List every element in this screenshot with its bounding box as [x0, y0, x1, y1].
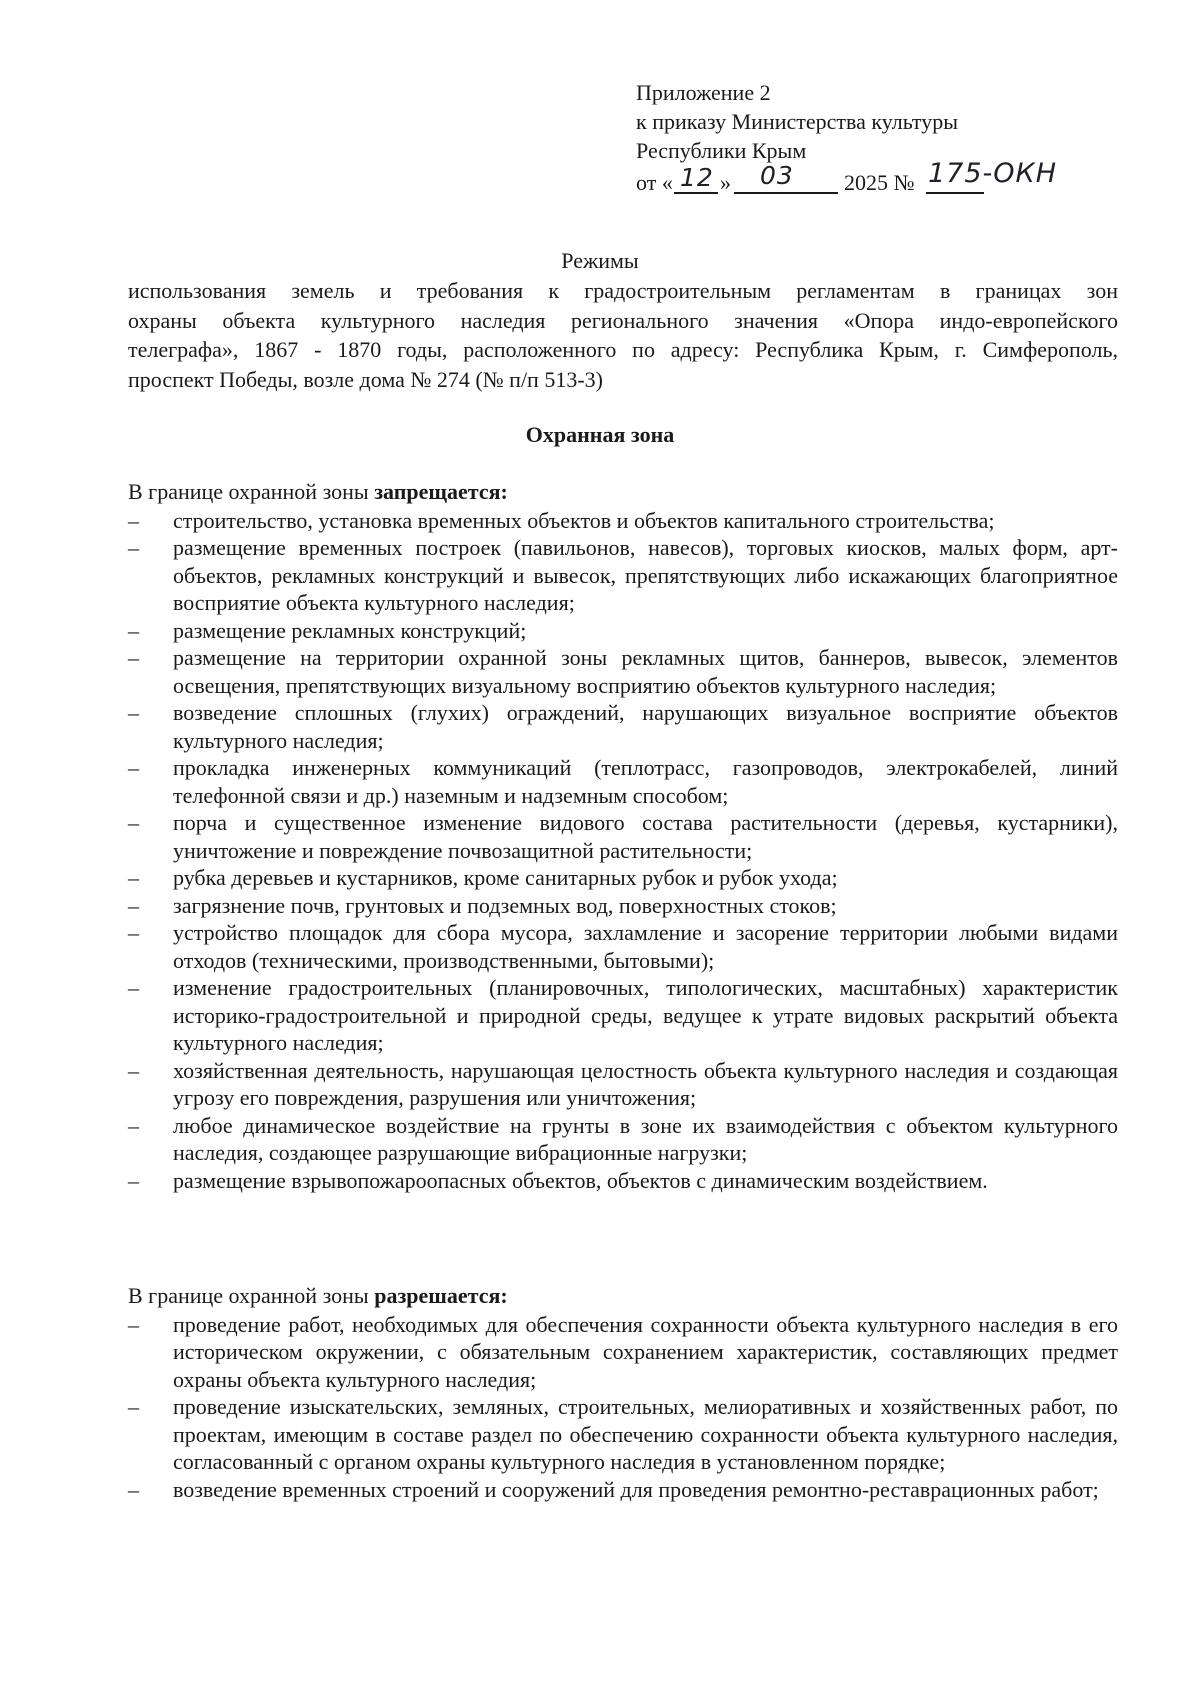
date-prefix: от «: [636, 170, 673, 195]
list-item-text: – любое динамическое воздействие на грунты в зоне их взаимодействия с объектом культурного наследия, создающее разрушающие вибрационные нагрузки;: [173, 1112, 1118, 1165]
list-item-text: – изменение градостроительных (планировочных, типологических, масштабных) характеристик историко-градостроительной и природной среды, ведущее к утрате видовых раскрытий объекта культурного наследия;: [173, 975, 1118, 1055]
prohibited-lead: [128, 478, 1118, 506]
list-item: [128, 919, 1118, 974]
list-item-text: – рубка деревьев и кустарников, кроме санитарных рубок и рубок ухода;: [173, 865, 838, 890]
order-date-line: [636, 158, 1156, 199]
list-item-text: – размещение рекламных конструкций;: [173, 617, 527, 643]
list-item: [128, 1393, 1118, 1476]
list-item-text: – строительство, установка временных объектов и объектов капитального строительства;: [173, 507, 995, 533]
document-subtitle: [128, 276, 1118, 394]
document-title: Режимы: [561, 248, 639, 273]
list-item: [128, 507, 1118, 535]
allowed-lead: [128, 1282, 1118, 1310]
prohibited-section: [128, 478, 1118, 1194]
list-item-text: – загрязнение почв, грунтовых и подземных вод, поверхностных стоков;: [173, 892, 837, 918]
list-item-text: – возведение сплошных (глухих) ограждений, нарушающих визуальное восприятие объектов культурного наследия;: [173, 700, 1118, 753]
list-item: [128, 1311, 1118, 1394]
allowed-section: [128, 1282, 1118, 1503]
list-item-text: – проведение изыскательских, земляных, строительных, мелиоративных и хозяйственных работ, по проектам, имеющим в составе раздел по обеспечению сохранности объекта культурного наследия, согласованный с органом охраны культурного наследия в установленном порядке;: [173, 1394, 1118, 1474]
section-title: Охранная зона: [525, 422, 675, 447]
list-item-text: – размещение на территории охранной зоны рекламных щитов, баннеров, вывесок, элементов освещения, препятствующих визуальному восприятию объектов культурного наследия;: [173, 645, 1118, 698]
list-item: [128, 699, 1118, 754]
list-item-text: – проведение работ, необходимых для обеспечения сохранности объекта культурного наследия в его историческом окружении, с обязательным сохранением характеристик, составляющих предмет охраны объекта культурного наследия;: [173, 1311, 1118, 1392]
number-underline: [926, 192, 984, 194]
list-item: [128, 534, 1118, 617]
list-item-text: – размещение взрывопожароопасных объектов, объектов с динамическим воздействием.: [173, 1167, 988, 1193]
list-item: [128, 1167, 1118, 1195]
list-item: [128, 892, 1118, 920]
prohibited-list: [128, 507, 1118, 1195]
order-month-handwritten: 03: [760, 161, 794, 190]
list-item-text: – прокладка инженерных коммуникаций (теплотрасс, газопроводов, электрокабелей, линий телефонной связи и др.) наземным и надземным способом;: [173, 755, 1118, 808]
subtitle-last-line: проспект Победы, возле дома № 274 (№ п/п 513-3): [128, 366, 603, 392]
list-item-text: – порча и существенное изменение видового состава растительности (деревья, кустарники), уничтожение и повреждение почвозащитной растительности;: [173, 810, 1118, 863]
appendix-header: [636, 78, 1156, 199]
day-underline: [674, 192, 718, 194]
appendix-line-3: Республики Крым: [636, 138, 807, 163]
list-item-text: – устройство площадок для сбора мусора, захламление и засорение территории любыми видами отходов (техническими, производственными, бытовыми);: [173, 920, 1118, 973]
list-item: [128, 754, 1118, 809]
list-item: [128, 644, 1118, 699]
prohibited-lead-text: В границе охранной зоны: [128, 479, 375, 504]
month-underline: [734, 192, 838, 194]
order-number-handwritten: 175-ОКН: [928, 158, 1058, 189]
list-item: [128, 809, 1118, 864]
order-day-handwritten: 12: [680, 163, 714, 192]
list-item-text: – размещение временных построек (павильонов, навесов), торговых киосков, малых форм, арт-объектов, рекламных конструкций и вывесок, препятствующих либо искажающих благоприятное восприятие объекта культурного наследия;: [173, 535, 1118, 615]
list-item: [128, 1476, 1118, 1504]
subtitle-line: охраны объекта культурного наследия регионального значения «Опора индо-европейского: [128, 307, 1118, 333]
list-item-text: – возведение временных строений и сооружений для проведения ремонтно-реставрационных работ;: [173, 1476, 1099, 1502]
list-item-text: – хозяйственная деятельность, нарушающая целостность объекта культурного наследия и создающая угрозу его повреждения, разрушения или уничтожения;: [173, 1057, 1118, 1110]
date-year-and-number-sign: 2025 №: [844, 170, 915, 195]
prohibited-lead-bold: запрещается:: [374, 479, 508, 504]
allowed-lead-bold: разрешается:: [374, 1283, 508, 1308]
list-item: [128, 1057, 1118, 1112]
allowed-list: [128, 1311, 1118, 1504]
list-item: [128, 864, 1118, 892]
allowed-lead-text: В границе охранной зоны: [128, 1283, 375, 1308]
list-item: [128, 974, 1118, 1057]
date-quote-close: »: [720, 170, 731, 195]
list-item: [128, 617, 1118, 645]
subtitle-line: использования земель и требования к градостроительным регламентам в границах зон: [128, 278, 1118, 303]
appendix-line-2: к приказу Министерства культуры: [636, 109, 959, 134]
appendix-line-1: Приложение 2: [636, 80, 771, 105]
subtitle-line: телеграфа», 1867 - 1870 годы, расположенного по адресу: Республика Крым, г. Симферополь,: [128, 337, 1118, 362]
list-item: [128, 1112, 1118, 1167]
